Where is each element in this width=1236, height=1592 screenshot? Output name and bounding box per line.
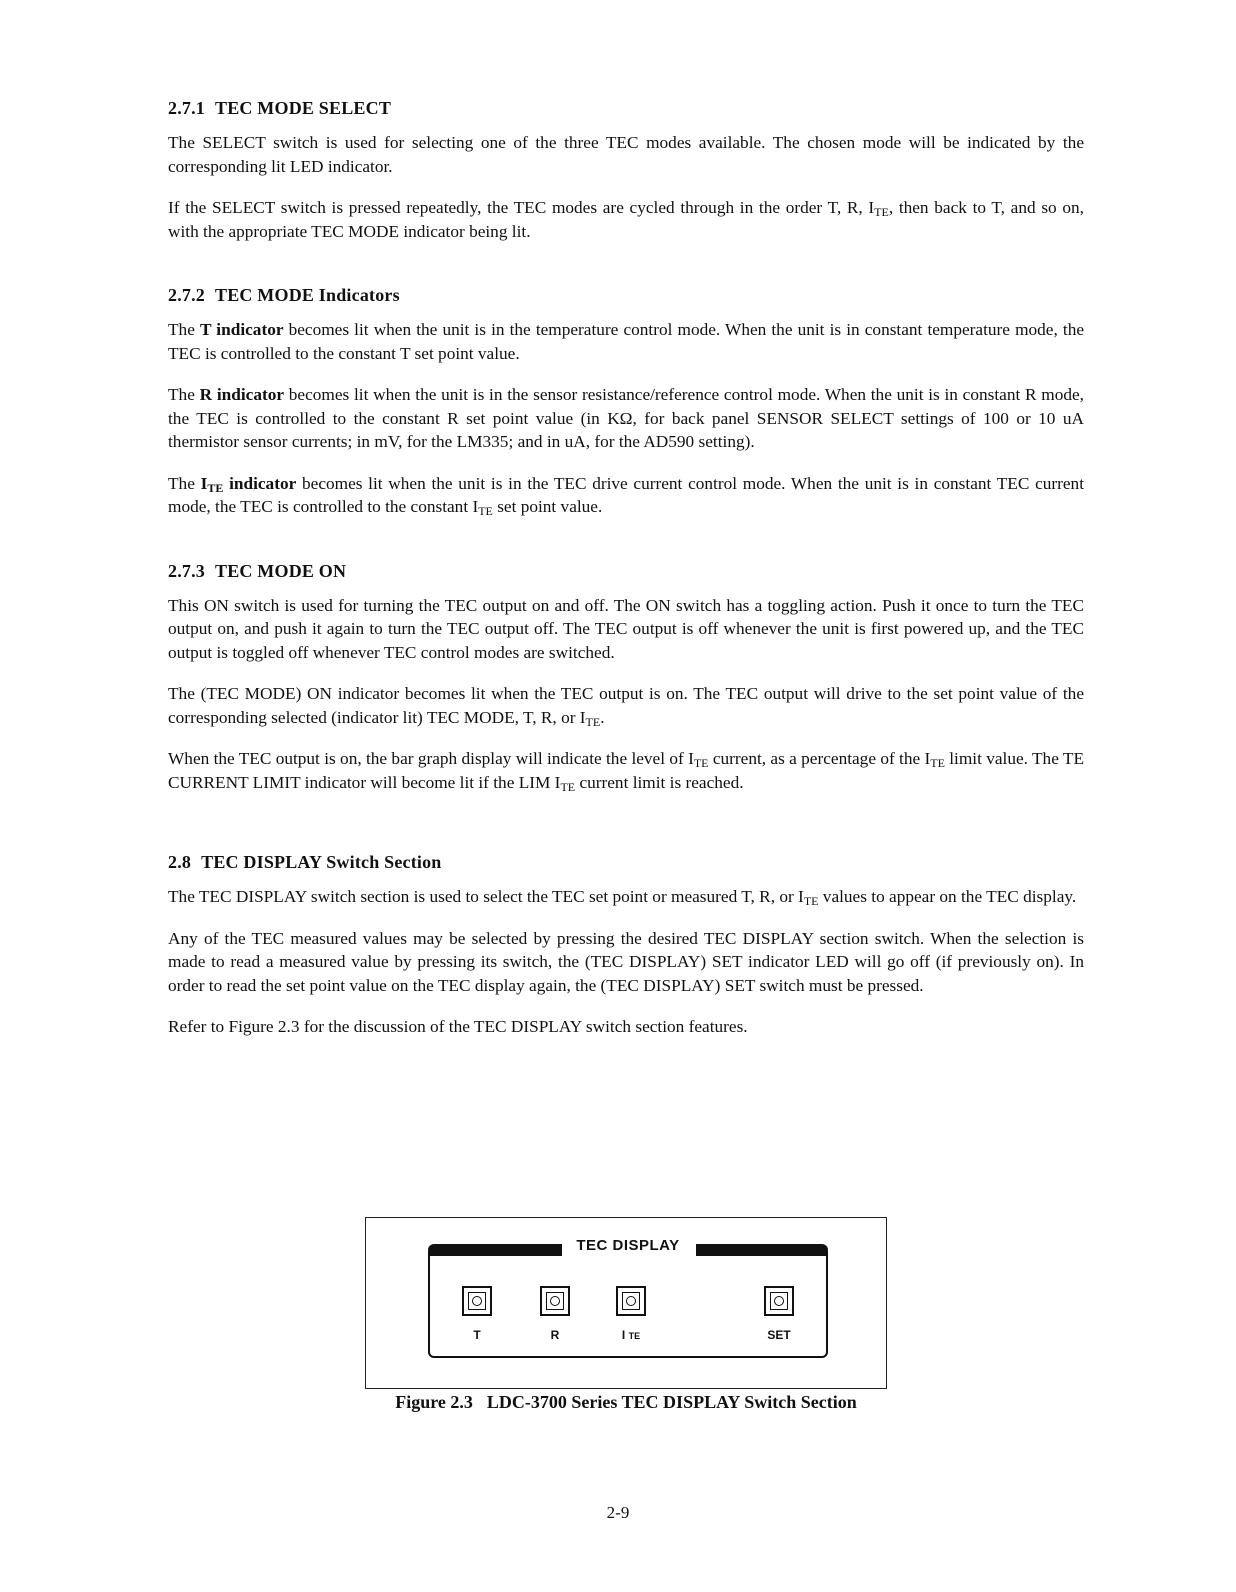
- paragraph: The SELECT switch is used for selecting one of the three TEC modes available. The chosen mode will be indicated by the corresponding lit LED indicator.: [168, 133, 1084, 176]
- section-2-8: [168, 852, 1084, 1039]
- paragraph: Refer to Figure 2.3 for the discussion of the TEC DISPLAY switch section features.: [168, 1017, 748, 1036]
- t-switch-label: T: [473, 1328, 481, 1342]
- paragraph: The T indicator becomes lit when the unit is in the temperature control mode. When the unit is in constant temperature mode, the TEC is controlled to the constant T set point value.: [168, 320, 1085, 363]
- section-heading: 2.8 TEC DISPLAY Switch Section: [168, 852, 442, 872]
- set-switch-label: SET: [767, 1328, 791, 1342]
- r-switch-label: R: [550, 1328, 560, 1342]
- section-2-7-1: [168, 98, 1084, 243]
- paragraph: The R indicator becomes lit when the unit is in the sensor resistance/reference control mode. When the unit is in constant R mode, the TEC is controlled to the constant R set point value (in KΩ, for back panel SENSOR SELECT settings of 100 or 10 uA thermistor sensor currents; in mV, for the LM335; and in uA, for the AD590 setting).: [168, 385, 1084, 451]
- paragraph: When the TEC output is on, the bar graph display will indicate the level of $I_{TE}$ current, as a percentage of the $I_{TE}$ limit value. The TE CURRENT LIMIT indicator will become lit if the LIM $I_{TE}$ current limit is reached.: [168, 749, 1084, 794]
- figure-2-3: [365, 1217, 887, 1389]
- panel-bar-right: [696, 1244, 828, 1256]
- t-switch: [462, 1286, 492, 1316]
- panel-title: TEC DISPLAY: [576, 1237, 680, 1254]
- paragraph: This ON switch is used for turning the TEC output on and off. The ON switch has a toggling action. Push it once to turn the TEC output on, and push it again to turn the TEC output off. The TEC output is off whenever the unit is first powered up, and the TEC output is toggled off whenever TEC control modes are switched.: [168, 595, 1084, 662]
- paragraph: The $I_{TE}$ indicator becomes lit when the unit is in the TEC drive current control mode. When the unit is in constant TEC current mode, the TEC is controlled to the constant $I_{TE}$ set point value.: [168, 473, 1085, 518]
- r-switch: [540, 1286, 570, 1316]
- section-2-7-2: [168, 285, 1084, 519]
- paragraph: The TEC DISPLAY switch section is used to select the TEC set point or measured T, R, or $I_{TE}$ values to appear on the TEC display.: [168, 887, 1077, 908]
- figure-caption: Figure 2.3 LDC-3700 Series TEC DISPLAY Switch Section: [395, 1392, 857, 1412]
- paragraph: The (TEC MODE) ON indicator becomes lit when the TEC output is on. The TEC output will drive to the set point value of the corresponding selected (indicator lit) TEC MODE, T, R, or $I_{TE}$.: [168, 684, 1084, 729]
- panel-bar-left: [428, 1244, 562, 1256]
- paragraph: If the SELECT switch is pressed repeatedly, the TEC modes are cycled through in the order T, R, $I_{TE}$, then back to T, and so on, with the appropriate TEC MODE indicator being lit.: [168, 198, 1084, 241]
- tec-display-panel: [428, 1237, 828, 1358]
- section-2-7-3: [168, 561, 1084, 795]
- ite-switch-label: I TE: [621, 1328, 641, 1342]
- page-body: [168, 98, 1084, 1057]
- page-number: 2-9: [606, 1503, 630, 1522]
- section-heading: 2.7.3 TEC MODE ON: [168, 560, 347, 581]
- paragraph: Any of the TEC measured values may be selected by pressing the desired TEC DISPLAY section switch. When the selection is made to read a measured value by pressing its switch, the (TEC DISPLAY) SET indicator LED will go off (if previously on). In order to read the set point value on the TEC display again, the (TEC DISPLAY) SET switch must be pressed.: [168, 928, 1084, 995]
- ite-switch: [616, 1286, 646, 1316]
- section-heading: 2.7.1 TEC MODE SELECT: [168, 98, 392, 118]
- set-switch: [764, 1286, 794, 1316]
- section-heading: 2.7.2 TEC MODE Indicators: [168, 285, 400, 305]
